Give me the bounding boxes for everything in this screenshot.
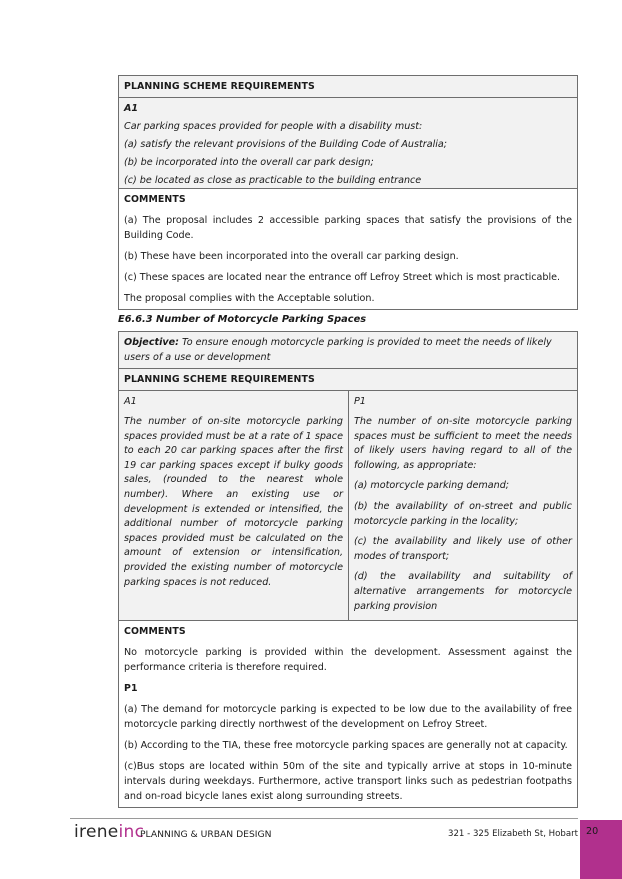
comment-paragraph: (c) These spaces are located near the entrance off Lefroy Street which is most practicable.	[124, 272, 561, 283]
requirements-columns	[119, 390, 577, 620]
comment-paragraph: (b) These have been incorporated into the overall car parking design.	[124, 251, 459, 262]
a1-item: (a) satisfy the relevant provisions of the Building Code of Australia;	[124, 139, 448, 150]
site-address: 321 - 325 Elizabeth St, Hobart	[448, 829, 579, 839]
motorcycle-parking-table	[118, 331, 578, 808]
objective-row	[119, 332, 577, 368]
requirements-header-row	[119, 368, 577, 390]
a1-label: A1	[124, 396, 137, 407]
objective-label: Objective:	[124, 337, 179, 348]
comment-paragraph: The proposal complies with the Acceptable solution.	[124, 293, 375, 304]
comments-header: COMMENTS	[124, 194, 186, 205]
a1-item: (b) be incorporated into the overall car park design;	[124, 157, 374, 168]
requirements-header-row	[119, 76, 577, 97]
a1-item: (c) be located as close as practicable to the building entrance	[124, 175, 422, 186]
page-number: 20	[580, 820, 622, 879]
a1-text: The number of on-site motorcycle parking spaces provided must be at a rate of 1 space to each 20 car parking spaces after the first 19 car parking spaces except if bulky goods sales, (rounded to the nearest whole number). Where an existing use or development is extended or intensified, the additional number of motorcycle parking spaces provided must be calculated on the amount of extension or intensification, provided the existing number of motorcycle parking spaces is not reduced.	[124, 416, 343, 588]
comments-row	[119, 620, 577, 807]
comments-row	[119, 188, 577, 309]
p1-item: (d) the availability and suitability of alternative arrangements for motorcycle parking provision	[354, 571, 572, 612]
comment-paragraph: (a) The demand for motorcycle parking is expected to be low due to the availability of free motorcycle parking directly northwest of the development on Lefroy Street.	[124, 704, 572, 731]
p1-item: (b) the availability of on-street and public motorcycle parking in the locality;	[354, 500, 572, 527]
comments-header: COMMENTS	[124, 626, 186, 638]
requirements-header: PLANNING SCHEME REQUIREMENTS	[124, 81, 315, 92]
a1-intro: Car parking spaces provided for people with a disability must:	[124, 121, 423, 132]
disability-parking-table	[118, 75, 578, 310]
acceptable-solution-row	[119, 97, 577, 188]
p1-label: P1	[354, 396, 366, 407]
acceptable-solution-column	[119, 391, 348, 620]
requirements-header: PLANNING SCHEME REQUIREMENTS	[124, 374, 315, 385]
objective-text: To ensure enough motorcycle parking is provided to meet the needs of likely users of a use or development	[124, 337, 552, 363]
p1-item: (a) motorcycle parking demand;	[354, 480, 510, 492]
section-title: E6.6.3 Number of Motorcycle Parking Spaces	[118, 314, 367, 325]
brand-name-part: irene	[74, 822, 119, 842]
brand-name-accent: inc	[118, 822, 145, 842]
a1-label: A1	[124, 103, 139, 114]
p1-item: (c) the availability and likely use of other modes of transport;	[354, 536, 572, 562]
brand-tagline: PLANNING & URBAN DESIGN	[140, 829, 272, 840]
comments-p1-label: P1	[124, 683, 138, 695]
comment-paragraph: (a) The proposal includes 2 accessible parking spaces that satisfy the provisions of the Building Code.	[124, 215, 572, 241]
brand-logo	[74, 822, 144, 842]
comment-paragraph: (b) According to the TIA, these free motorcycle parking spaces are generally not at capacity.	[124, 740, 568, 752]
comment-paragraph: (c)Bus stops are located within 50m of the site and typically arrive at stops in 10-minute intervals during weekdays. Furthermore, active transport links such as pedestrian footpaths and on-road bicycle lanes exist along surrounding streets.	[124, 761, 572, 803]
performance-criteria-column	[348, 391, 577, 620]
comment-paragraph: No motorcycle parking is provided within the development. Assessment against the performance criteria is therefore required.	[124, 647, 572, 674]
p1-intro: The number of on-site motorcycle parking spaces must be sufficient to meet the needs of likely users having regard to all of the following, as appropriate:	[354, 416, 572, 471]
footer-divider	[70, 818, 578, 819]
